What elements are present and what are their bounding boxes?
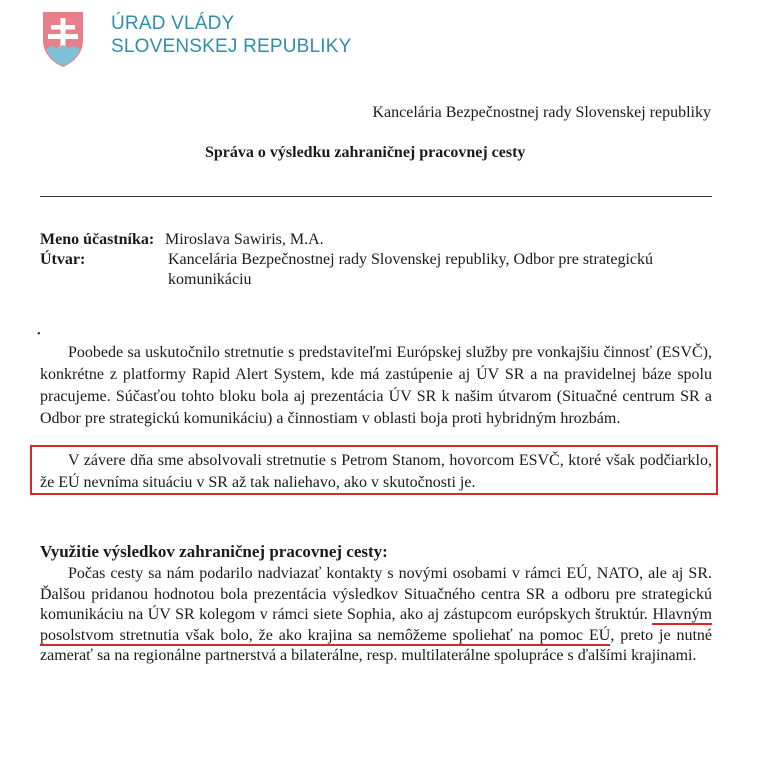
slovak-coat-of-arms-icon: [40, 10, 86, 68]
underlined-key-message: Hlavným posolstvom stretnutia však bolo, že ako krajina sa nemôžeme spoliehať na pomoc EÚ: [40, 606, 712, 644]
stray-mark: •: [37, 329, 41, 340]
office-name: Kancelária Bezpečnostnej rady Slovenskej republiky: [372, 104, 711, 121]
participant-name-row: [40, 230, 720, 250]
paragraph-meeting-esvc: Poobede sa uskutočnilo stretnutie s predstaviteľmi Európskej služby pre vonkajšiu činnosť (ESVČ), konkrétne z platformy Rapid Alert System, kde má zastúpenie aj ÚV SR a na pravidelnej báze spolu pracujeme. Súčasťou tohto bloku bola aj prezentácia ÚV SR k našim útvarom (Situačné centrum SR a Odbor pre strategickú komunikáciu) a činnostiam v oblasti boja proti hybridným hrozbám.: [40, 344, 712, 427]
org-name-line-2: SLOVENSKEJ REPUBLIKY: [111, 36, 352, 57]
organization-name: [111, 12, 352, 58]
document-title: Správa o výsledku zahraničnej pracovnej cesty: [205, 144, 526, 161]
government-logo: [40, 10, 352, 70]
participant-unit-row: [40, 250, 720, 290]
divider: [40, 196, 712, 197]
participant-unit-label: Útvar:: [40, 251, 86, 268]
paragraph-results: [40, 564, 712, 667]
results-text-after: , preto je nutné zamerať sa na regionálne partnerstvá a bilaterálne, resp. multilaterálne spolupráce s ďalšími krajinami.: [40, 626, 713, 664]
section-heading: Využitie výsledkov zahraničnej pracovnej cesty:: [40, 542, 388, 561]
participant-name-label: Meno účastníka:: [40, 231, 155, 248]
paragraph-highlighted: V závere dňa sme absolvovali stretnutie s Petrom Stanom, hovorcom ESVČ, ktoré však podčiarklo, že EÚ nevníma situáciu v SR až tak naliehavo, ako v skutočnosti je.: [40, 452, 712, 491]
results-text-before: Počas cesty sa nám podarilo nadviazať kontakty s novými osobami v rámci EÚ, NATO, ale aj SR. Ďalšou pridanou hodnotou bola prezentácia výsledkov Situačného centra SR a odboru pre strategickú komunikáciu na ÚV SR kolegom v rámci siete Sophia, ako aj zástupcom európskych štruktúr.: [40, 565, 712, 623]
participant-info: [40, 230, 720, 290]
participant-name-value: Miroslava Sawiris, M.A.: [165, 231, 324, 248]
participant-unit-value: Kancelária Bezpečnostnej rady Slovenskej republiky, Odbor pre strategickú komunikáciu: [168, 251, 654, 288]
org-name-line-1: ÚRAD VLÁDY: [111, 13, 235, 34]
